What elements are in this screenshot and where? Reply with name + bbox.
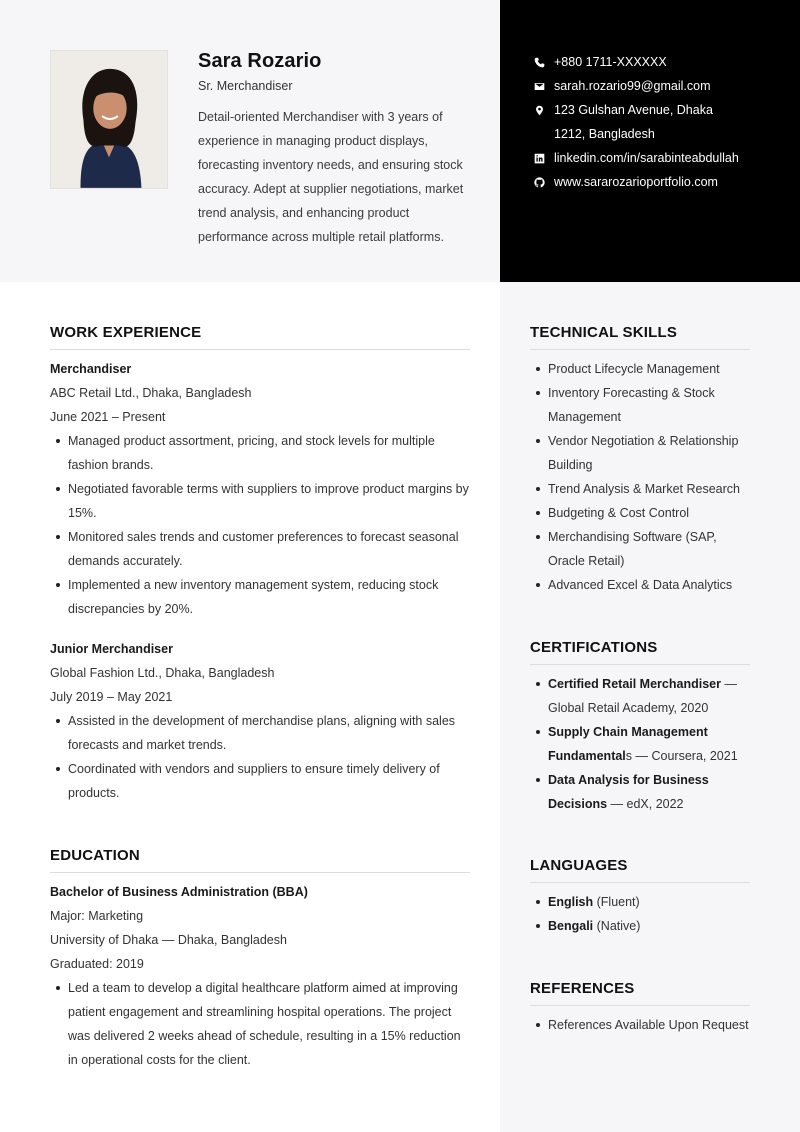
references-section [530,980,750,1037]
cert-provider: — Coursera, 2021 [632,749,738,763]
school: University of Dhaka — Dhaka, Bangladesh [50,933,287,947]
certifications-list [530,672,750,816]
list-item: Monitored sales trends and customer preferences to forecast seasonal demands accurately. [50,525,470,573]
job-dates: July 2019 – May 2021 [50,690,173,704]
technical-skills-heading: TECHNICAL SKILLS [530,324,750,350]
list-item: Inventory Forecasting & Stock Management [530,381,750,429]
education-heading: EDUCATION [50,847,470,873]
mail-icon [534,74,554,98]
job-title: Merchandiser [50,362,132,376]
degree: Bachelor of Business Administration (BBA) [50,885,308,899]
work-experience-heading: WORK EXPERIENCE [50,324,470,350]
person-name: Sara Rozario [198,50,322,72]
major: Major: Marketing [50,909,144,923]
job-company: ABC Retail Ltd., Dhaka, Bangladesh [50,386,252,400]
linkedin-text[interactable]: linkedin.com/in/sarabinteabdullah [554,151,739,165]
list-item [530,914,750,938]
language-level: (Fluent) [593,895,640,909]
education-bullets [50,976,470,1072]
github-icon [534,170,554,194]
job-dates: June 2021 – Present [50,410,166,424]
profile-photo [50,50,168,189]
address-line-1: 123 Gulshan Avenue, Dhaka [554,103,713,117]
list-item: Trend Analysis & Market Research [530,477,750,501]
cert-name: Supply Chain Management Fundamental [548,725,708,763]
list-item: Advanced Excel & Data Analytics [530,573,750,597]
cert-name: Certified Retail Merchandiser [548,677,721,691]
graduated: Graduated: 2019 [50,957,144,971]
work-experience-section [50,324,470,821]
job-bullets [50,429,470,621]
education-section [50,847,470,1072]
language-name: Bengali [548,919,594,933]
linkedin-icon [534,146,554,170]
list-item: Negotiated favorable terms with suppliers to improve product margins by 15%. [50,477,470,525]
list-item: Led a team to develop a digital healthcare platform aimed at improving patient engagement and streamlining hospital operations. The project was delivered 2 weeks ahead of schedule, resulting in a 15% reduction in operational costs for the client. [50,976,470,1072]
list-item [530,890,750,914]
job-title: Junior Merchandiser [50,642,173,656]
list-item: Assisted in the development of merchandise plans, aligning with sales forecasts and market trends. [50,709,470,757]
job-title: Sr. Merchandiser [198,79,293,93]
job-entry [50,357,470,621]
list-item: Product Lifecycle Management [530,357,750,381]
job-company: Global Fashion Ltd., Dhaka, Bangladesh [50,666,275,680]
languages-heading: LANGUAGES [530,857,750,883]
list-item: Budgeting & Cost Control [530,501,750,525]
job-entry [50,637,470,805]
cert-provider: — Global Retail Academy, 2020 [548,677,737,715]
languages-list [530,890,750,938]
contact-linkedin [534,146,774,170]
certifications-heading: CERTIFICATIONS [530,639,750,665]
list-item: Vendor Negotiation & Relationship Building [530,429,750,477]
cert-name: Data Analysis for Business Decisions [548,773,709,811]
technical-skills-section [530,324,750,597]
cert-provider: — edX, 2022 [607,797,684,811]
contact-list [534,50,774,194]
location-pin-icon [534,98,554,122]
language-level: (Native) [593,919,641,933]
list-item: Implemented a new inventory management system, reducing stock discrepancies by 20%. [50,573,470,621]
contact-address-2 [534,122,774,146]
languages-section [530,857,750,938]
website-text[interactable]: www.sararozarioportfolio.com [554,175,718,189]
list-item: Managed product assortment, pricing, and stock levels for multiple fashion brands. [50,429,470,477]
language-name: English [548,895,594,909]
phone-icon [534,50,554,74]
certifications-section [530,639,750,816]
list-item [530,672,750,720]
list-item: Merchandising Software (SAP, Oracle Retail) [530,525,750,573]
profile-summary: Detail-oriented Merchandiser with 3 years of experience in managing product displays, forecasting inventory needs, and ensuring stock accuracy. Adept at supplier negotiations, market trend analysis, and enhancing product performance across multiple retail platforms. [198,110,464,244]
references-heading: REFERENCES [530,980,750,1006]
contact-address [534,98,774,122]
contact-website [534,170,774,194]
list-item: References Available Upon Request [530,1013,750,1037]
list-item [530,720,750,768]
list-item [530,768,750,816]
skills-list [530,357,750,597]
email-text[interactable]: sarah.rozario99@gmail.com [554,79,711,93]
contact-phone [534,50,774,74]
contact-email [534,74,774,98]
cert-suffix: s [625,749,633,763]
job-bullets [50,709,470,805]
address-line-2: 1212, Bangladesh [554,127,655,141]
references-list [530,1013,750,1037]
list-item: Coordinated with vendors and suppliers to ensure timely delivery of products. [50,757,470,805]
phone-text[interactable]: +880 1711-XXXXXX [554,55,667,69]
